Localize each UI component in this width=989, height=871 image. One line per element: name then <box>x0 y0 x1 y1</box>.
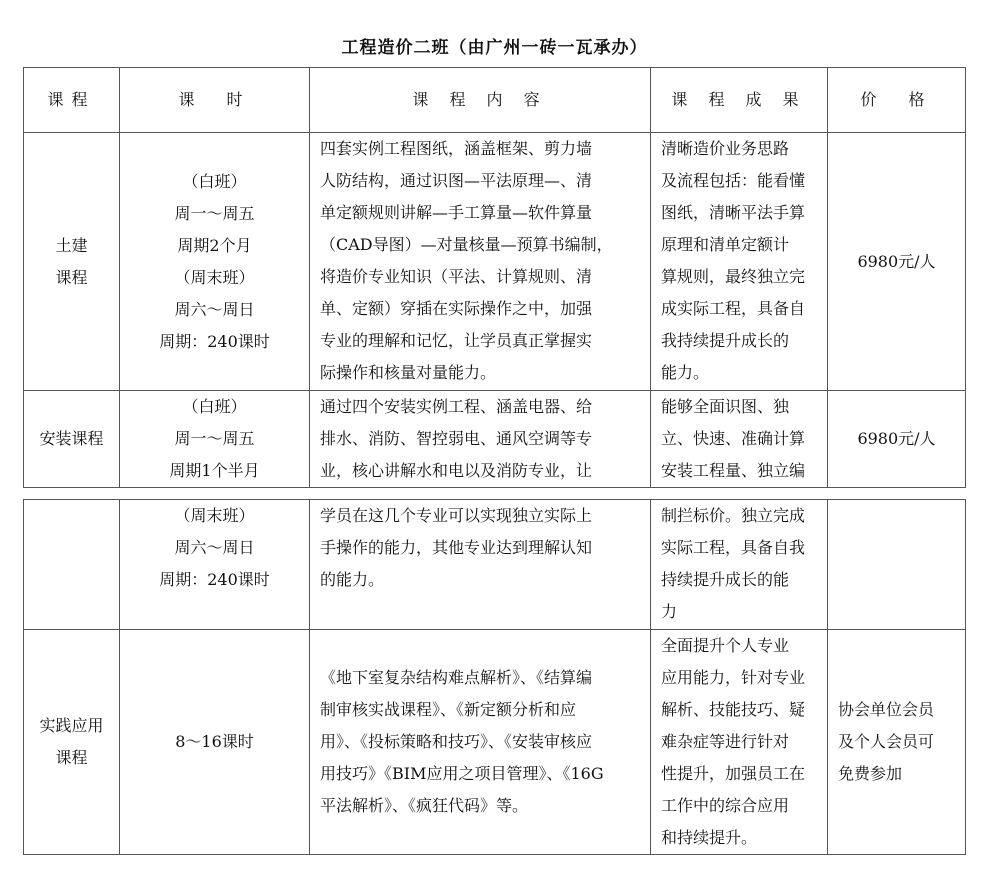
result-line: 我持续提升成长的 <box>661 331 790 350</box>
result-cell <box>651 630 828 855</box>
content-line: 用》、《投标策略和技巧》、《安装审核应 <box>320 732 593 751</box>
content-line: 的能力。 <box>320 570 385 589</box>
hours-line: （周末班） <box>174 506 255 525</box>
content-line: （CAD导图）—对量核量—预算书编制， <box>320 235 613 254</box>
hours-line: 周期1个半月 <box>169 461 260 480</box>
hours-line: 周六～周日 <box>174 299 255 319</box>
table-row-install <box>24 391 966 488</box>
result-line: 解析、技能技巧、疑 <box>661 700 806 719</box>
result-line: 难杂症等进行针对 <box>661 732 790 751</box>
result-line: 和持续提升。 <box>661 828 758 847</box>
result-line: 力 <box>661 602 678 621</box>
hours-line: （周末班） <box>174 267 255 287</box>
price-line: 及个人会员可 <box>838 732 935 751</box>
table-row-practice <box>24 630 966 855</box>
result-line: 能力。 <box>661 363 710 382</box>
content-line: 专业的理解和记忆，让学员真正掌握实 <box>320 331 593 350</box>
course-name-line: 实践应用 <box>39 716 104 735</box>
course-name-line: 课程 <box>55 267 88 287</box>
content-line: 单定额规则讲解—手工算量—软件算量 <box>320 203 593 222</box>
hours-line: 周一～周五 <box>174 429 255 448</box>
content-line: 平法解析》、《疯狂代码》等。 <box>320 796 529 815</box>
content-line: 将造价专业知识（平法、计算规则、清 <box>320 267 593 286</box>
hours-line: 周期：240课时 <box>159 570 270 589</box>
price-cell <box>828 500 966 630</box>
hours-line: （白班） <box>182 397 247 416</box>
result-line: 立、快速、准确计算 <box>661 429 806 448</box>
price-cell <box>828 630 966 855</box>
content-line: 《地下室复杂结构难点解析》、《结算编 <box>320 668 593 687</box>
result-line: 性提升，加强员工在 <box>661 764 806 783</box>
table-row-civil <box>24 133 966 391</box>
result-line: 制拦标价。独立完成 <box>661 506 806 525</box>
header-result: 课 程 成 果 <box>651 68 828 133</box>
result-line: 图纸，清晰平法手算 <box>661 203 806 222</box>
result-line: 及流程包括：能看懂 <box>661 171 806 190</box>
content-line: 单、定额）穿插在实际操作之中，加强 <box>320 299 593 318</box>
hours-line: 周一～周五 <box>174 203 255 223</box>
result-line: 成实际工程，具备自 <box>661 299 806 318</box>
content-line: 排水、消防、智控弱电、通风空调等专 <box>320 429 593 448</box>
course-name-line: 课程 <box>55 748 88 767</box>
result-line: 全面提升个人专业 <box>661 636 790 655</box>
content-line: 用技巧》《BIM应用之项目管理》、《16G <box>320 764 604 783</box>
result-line: 应用能力，针对专业 <box>661 668 806 687</box>
hours-line: 周期2个月 <box>177 235 252 255</box>
content-line: 际操作和核量对量能力。 <box>320 363 497 382</box>
result-line: 持续提升成长的能 <box>661 570 790 589</box>
content-line: 人防结构，通过识图—平法原理—、清 <box>320 171 593 190</box>
result-cell <box>651 133 828 391</box>
hours-cell: 8～16课时 <box>120 630 310 855</box>
content-cell <box>310 391 651 488</box>
result-line: 实际工程，具备自我 <box>661 538 806 557</box>
price-line: 免费参加 <box>838 764 903 783</box>
hours-cell <box>120 391 310 488</box>
header-row <box>24 68 966 133</box>
hours-cell <box>120 500 310 630</box>
result-line: 清晰造价业务思路 <box>661 139 790 158</box>
course-table-continued <box>23 499 966 855</box>
result-line: 能够全面识图、独 <box>661 397 790 416</box>
content-cell <box>310 133 651 391</box>
price-line: 协会单位会员 <box>838 700 935 719</box>
content-line: 学员在这几个专业可以实现独立实际上 <box>320 506 593 525</box>
content-line: 业，核心讲解水和电以及消防专业，让 <box>320 461 593 480</box>
header-course: 课程 <box>24 68 120 133</box>
content-cell <box>310 630 651 855</box>
course-name-cell <box>24 133 120 391</box>
content-line: 四套实例工程图纸，涵盖框架、剪力墙 <box>320 139 593 158</box>
hours-line: 周期：240课时 <box>159 331 270 351</box>
header-hours: 课 时 <box>120 68 310 133</box>
price-cell: 6980元/人 <box>828 133 966 391</box>
course-name-cell <box>24 630 120 855</box>
result-line: 原理和清单定额计 <box>661 235 790 254</box>
result-line: 安装工程量、独立编 <box>661 461 806 480</box>
course-name-cell: 安装课程 <box>24 391 120 488</box>
content-line: 通过四个安装实例工程、涵盖电器、给 <box>320 397 593 416</box>
result-cell <box>651 391 828 488</box>
result-line: 工作中的综合应用 <box>661 796 790 815</box>
course-name-line: 土建 <box>55 235 88 255</box>
course-name-cell <box>24 500 120 630</box>
header-price: 价 格 <box>828 68 966 133</box>
table-title: 工程造价二班（由广州一砖一瓦承办） <box>341 38 648 58</box>
hours-line: 周六～周日 <box>174 538 255 557</box>
course-table <box>23 67 966 488</box>
price-cell: 6980元/人 <box>828 391 966 488</box>
result-line: 算规则，最终独立完 <box>661 267 806 286</box>
result-cell <box>651 500 828 630</box>
header-content: 课 程 内 容 <box>310 68 651 133</box>
hours-cell <box>120 133 310 391</box>
content-cell <box>310 500 651 630</box>
content-line: 手操作的能力，其他专业达到理解认知 <box>320 538 593 557</box>
content-line: 制审核实战课程》、《新定额分析和应 <box>320 700 577 719</box>
hours-line: （白班） <box>182 171 247 191</box>
table-row-install-continued <box>24 500 966 630</box>
